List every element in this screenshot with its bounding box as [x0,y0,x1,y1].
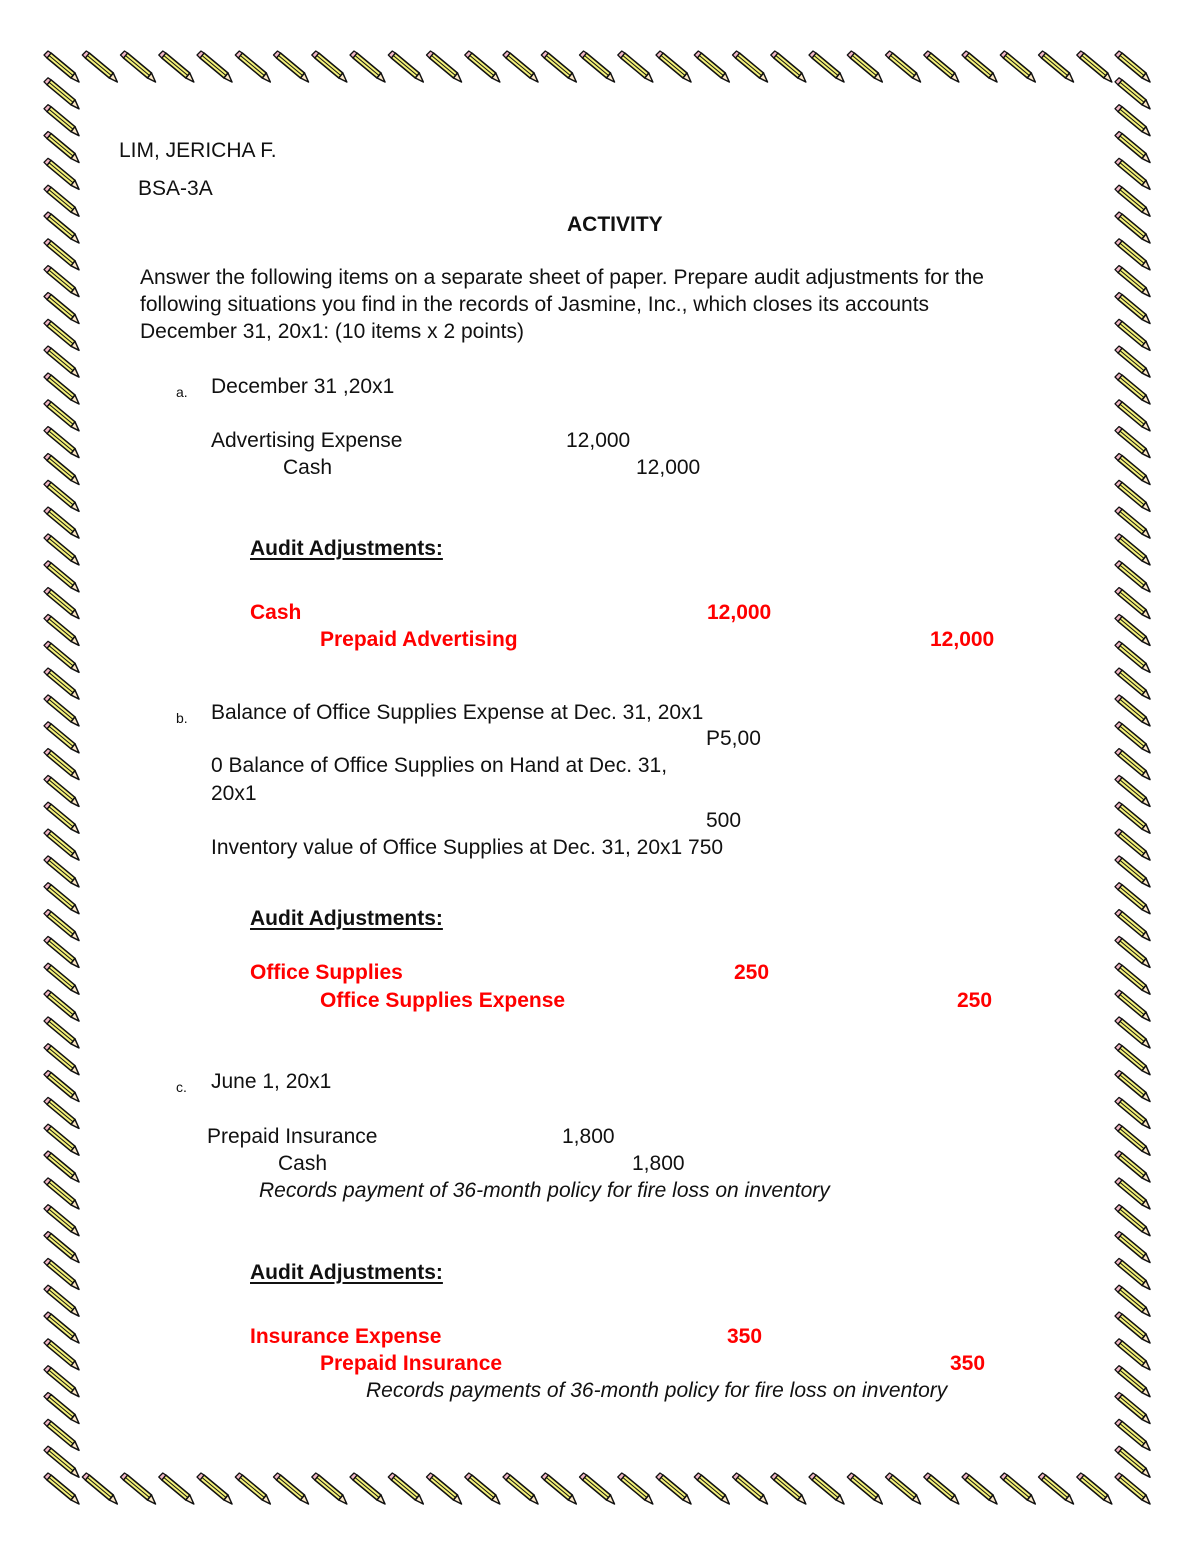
pencil-icon [44,1017,79,1048]
pencil-icon [847,51,882,82]
pencil-icon [1115,749,1150,780]
pencil-icon [771,51,806,82]
pencil-icon [44,427,79,458]
pencil-icon [427,1473,462,1504]
pencil-icon [1115,480,1150,511]
pencil-icon [312,51,347,82]
pencil-icon [694,1473,729,1504]
pencil-icon [580,1473,615,1504]
instructions-line: December 31, 20x1: (10 items x 2 points) [140,320,525,343]
item-label: c. [176,1079,187,1095]
pencil-icon [44,212,79,243]
pencil-icon [44,1393,79,1424]
pencil-icon [1115,132,1150,163]
pencil-icon [44,1473,79,1504]
pencil-icon [44,158,79,189]
pencil-icon [427,51,462,82]
pencil-icon [44,990,79,1021]
pencil-icon [44,534,79,565]
pencil-icon [159,1473,194,1504]
item-date: June 1, 20x1 [211,1070,332,1093]
entry-debit-amount: 12,000 [566,429,631,452]
pencil-icon [1115,400,1150,431]
pencil-icon [1115,1285,1150,1316]
pencil-icon [1077,1473,1112,1504]
pencil-icon [1000,51,1035,82]
pencil-icon [1115,668,1150,699]
pencil-icon [1115,105,1150,136]
pencil-icon [312,1473,347,1504]
adjustment-debit-amount: 12,000 [707,601,772,624]
pencil-icon [1115,373,1150,404]
pencil-icon [44,910,79,941]
entry-credit-amount: 12,000 [636,456,701,479]
pencil-icon [1115,266,1150,297]
pencil-icon [44,373,79,404]
pencil-icon [44,239,79,270]
adjustment-credit-amount: 350 [950,1352,986,1375]
pencil-icon [1115,722,1150,753]
student-section: BSA-3A [138,177,213,200]
pencil-icon [44,1258,79,1289]
pencil-icon [962,1473,997,1504]
pencil-icon [44,722,79,753]
pencil-icon [1115,963,1150,994]
pencil-icon [44,105,79,136]
pencil-icon [886,1473,921,1504]
pencil-icon [1115,883,1150,914]
pencil-icon [1115,185,1150,216]
item-line: 0 Balance of Office Supplies on Hand at Dec. 31, [211,754,668,777]
item-line: 20x1 [211,782,257,805]
pencil-icon [924,51,959,82]
item-amount: 500 [706,809,742,832]
pencil-icon [1115,1151,1150,1182]
page-title: ACTIVITY [567,213,663,236]
pencil-icon [733,1473,768,1504]
pencil-icon [44,454,79,485]
adjustment-heading: Audit Adjustments: [250,907,443,930]
pencil-icon [886,51,921,82]
pencil-icon [44,319,79,350]
pencil-icon [656,51,691,82]
pencil-icon [44,1097,79,1128]
pencil-icon [44,1178,79,1209]
pencil-icon [1115,1312,1150,1343]
adjustment-debit-account: Office Supplies [250,961,403,984]
pencil-icon [1115,1339,1150,1370]
instructions-line: following situations you find in the records of Jasmine, Inc., which closes its accounts [140,293,930,316]
pencil-icon [44,78,79,109]
student-name: LIM, JERICHA F. [119,139,277,162]
item-label: a. [176,384,188,400]
pencil-icon [618,1473,653,1504]
pencil-icon [159,51,194,82]
pencil-icon [1077,51,1112,82]
pencil-icon [1115,1393,1150,1424]
pencil-icon [1115,936,1150,967]
pencil-icon [1115,454,1150,485]
pencil-icon [44,695,79,726]
pencil-icon [1115,856,1150,887]
adjustment-debit-amount: 250 [734,961,770,984]
entry-credit-account: Cash [283,456,333,479]
pencil-icon [44,668,79,699]
pencil-icon [656,1473,691,1504]
pencil-icon [235,51,270,82]
pencil-icon [44,561,79,592]
pencil-icon [1115,427,1150,458]
pencil-icon [1115,239,1150,270]
adjustment-credit-account: Prepaid Advertising [320,628,518,651]
pencil-icon [1115,1178,1150,1209]
item-line: Balance of Office Supplies Expense at Dec. 31, 20x1 [211,701,704,724]
pencil-icon [44,1339,79,1370]
adjustment-credit-amount: 12,000 [930,628,995,651]
pencil-icon [1115,534,1150,565]
pencil-icon [1115,158,1150,189]
pencil-icon [44,1446,79,1477]
pencil-icon [44,266,79,297]
pencil-icon [44,775,79,806]
pencil-icon [1115,614,1150,645]
entry-debit-account: Prepaid Insurance [207,1125,378,1148]
pencil-icon [1115,1124,1150,1155]
pencil-icon [1115,1258,1150,1289]
pencil-icon [44,293,79,324]
pencil-icon [44,641,79,672]
pencil-icon [962,51,997,82]
pencil-icon [388,51,423,82]
pencil-icon [1115,1366,1150,1397]
pencil-icon [1115,1446,1150,1477]
pencil-icon [350,1473,385,1504]
pencil-icon [1115,78,1150,109]
adjustment-credit-account: Prepaid Insurance [320,1352,503,1375]
pencil-icon [44,749,79,780]
entry-memo: Records payment of 36-month policy for fire loss on inventory [259,1179,830,1202]
pencil-icon [44,480,79,511]
pencil-icon [809,1473,844,1504]
pencil-icon [1115,51,1150,82]
pencil-icon [1115,319,1150,350]
pencil-icon [350,51,385,82]
pencil-icon [44,507,79,538]
pencil-icon [197,1473,232,1504]
item-amount: P5,00 [706,727,761,750]
pencil-icon [1115,1044,1150,1075]
entry-credit-account: Cash [278,1152,328,1175]
pencil-icon [924,1473,959,1504]
adjustment-debit-account: Cash [250,601,302,624]
pencil-icon [44,132,79,163]
adjustment-debit-amount: 350 [727,1325,763,1348]
pencil-icon [44,614,79,645]
pencil-icon [44,1312,79,1343]
pencil-icon [1115,293,1150,324]
pencil-icon [541,1473,576,1504]
adjustment-memo: Records payments of 36-month policy for fire loss on inventory [366,1379,948,1402]
pencil-icon [44,883,79,914]
pencil-icon [1115,346,1150,377]
pencil-icon [82,1473,117,1504]
pencil-icon [121,1473,156,1504]
entry-debit-amount: 1,800 [562,1125,615,1148]
pencil-icon [1115,1071,1150,1102]
pencil-icon [274,1473,309,1504]
pencil-icon [1000,1473,1035,1504]
pencil-icon [44,185,79,216]
pencil-icon [465,1473,500,1504]
pencil-icon [1115,641,1150,672]
pencil-icon [197,51,232,82]
pencil-icon [44,1124,79,1155]
pencil-icon [1115,507,1150,538]
pencil-icon [1115,1205,1150,1236]
pencil-icon [1115,802,1150,833]
instructions-line: Answer the following items on a separate sheet of paper. Prepare audit adjustments for the [140,266,984,289]
adjustment-heading: Audit Adjustments: [250,1261,443,1284]
pencil-icon [44,1071,79,1102]
adjustment-credit-amount: 250 [957,989,993,1012]
pencil-icon [44,588,79,619]
pencil-icon [1115,1017,1150,1048]
pencil-icon [847,1473,882,1504]
pencil-icon [44,963,79,994]
pencil-icon [1115,990,1150,1021]
adjustment-credit-account: Office Supplies Expense [320,989,566,1012]
pencil-icon [44,1232,79,1263]
pencil-icon [771,1473,806,1504]
pencil-icon [44,1366,79,1397]
adjustment-debit-account: Insurance Expense [250,1325,442,1348]
pencil-icon [44,856,79,887]
pencil-icon [1115,829,1150,860]
pencil-icon [618,51,653,82]
pencil-icon [1115,1473,1150,1504]
pencil-icon [1115,695,1150,726]
item-date: December 31 ,20x1 [211,375,395,398]
item-line: Inventory value of Office Supplies at Dec. 31, 20x1 750 [211,836,724,859]
pencil-icon [1115,1232,1150,1263]
pencil-icon [809,51,844,82]
entry-credit-amount: 1,800 [632,1152,685,1175]
pencil-icon [44,1205,79,1236]
pencil-icon [733,51,768,82]
pencil-icon [503,1473,538,1504]
entry-debit-account: Advertising Expense [211,429,403,452]
pencil-icon [121,51,156,82]
pencil-icon [580,51,615,82]
pencil-icon [1115,1097,1150,1128]
pencil-icon [44,1419,79,1450]
pencil-icon [1115,561,1150,592]
pencil-icon [44,1285,79,1316]
pencil-icon [44,346,79,377]
pencil-icon [694,51,729,82]
pencil-icon [44,829,79,860]
item-label: b. [176,710,188,726]
pencil-icon [82,51,117,82]
pencil-icon [1115,775,1150,806]
pencil-icon [44,936,79,967]
pencil-icon [541,51,576,82]
pencil-icon [274,51,309,82]
pencil-icon [44,51,79,82]
pencil-icon [1115,588,1150,619]
adjustment-heading: Audit Adjustments: [250,537,443,560]
pencil-icon [465,51,500,82]
pencil-icon [1039,1473,1074,1504]
pencil-icon [44,802,79,833]
pencil-icon [1115,1419,1150,1450]
pencil-icon [1115,910,1150,941]
pencil-icon [235,1473,270,1504]
pencil-icon [44,1044,79,1075]
pencil-icon [503,51,538,82]
pencil-icon [388,1473,423,1504]
pencil-icon [1039,51,1074,82]
pencil-icon [44,400,79,431]
pencil-icon [44,1151,79,1182]
pencil-icon [1115,212,1150,243]
